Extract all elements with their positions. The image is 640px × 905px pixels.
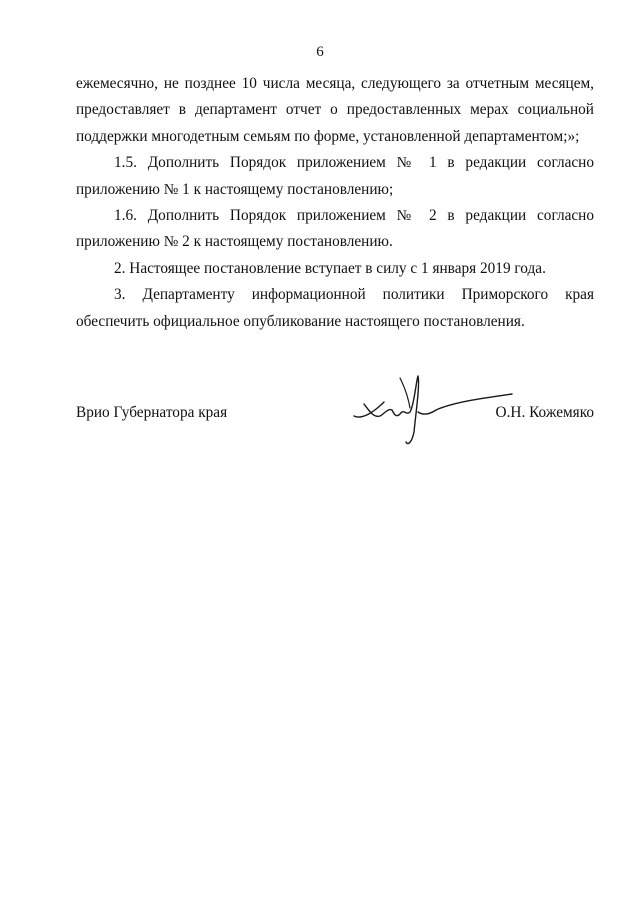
signature-block — [76, 396, 594, 456]
paragraph-1-5: 1.5. Дополнить Порядок приложением № 1 в редакции согласно приложению № 1 к настоящему постановлению; — [76, 154, 594, 198]
paragraph-2: 2. Настоящее постановление вступает в силу с 1 января 2019 года. — [114, 259, 546, 277]
paragraph-1-6: 1.6. Дополнить Порядок приложением № 2 в редакции согласно приложению № 2 к настоящему постановлению. — [76, 207, 594, 251]
paragraph-3: 3. Департаменту информационной политики Приморского края обеспечить официальное опубликование настоящего постановления. — [76, 286, 594, 330]
paragraph-continuation: ежемесячно, не позднее 10 числа месяца, следующего за отчетным месяцем, предоставляет в департамент отчет о предоставленных мерах социальной поддержки многодетным семьям по форме, установленной департаментом;»; — [76, 75, 594, 145]
document-body — [76, 71, 594, 335]
signer-name: О.Н. Кожемяко — [495, 404, 594, 421]
handwritten-signature — [344, 372, 514, 452]
page-number: 6 — [316, 44, 324, 60]
signer-title: Врио Губернатора края — [76, 404, 228, 421]
